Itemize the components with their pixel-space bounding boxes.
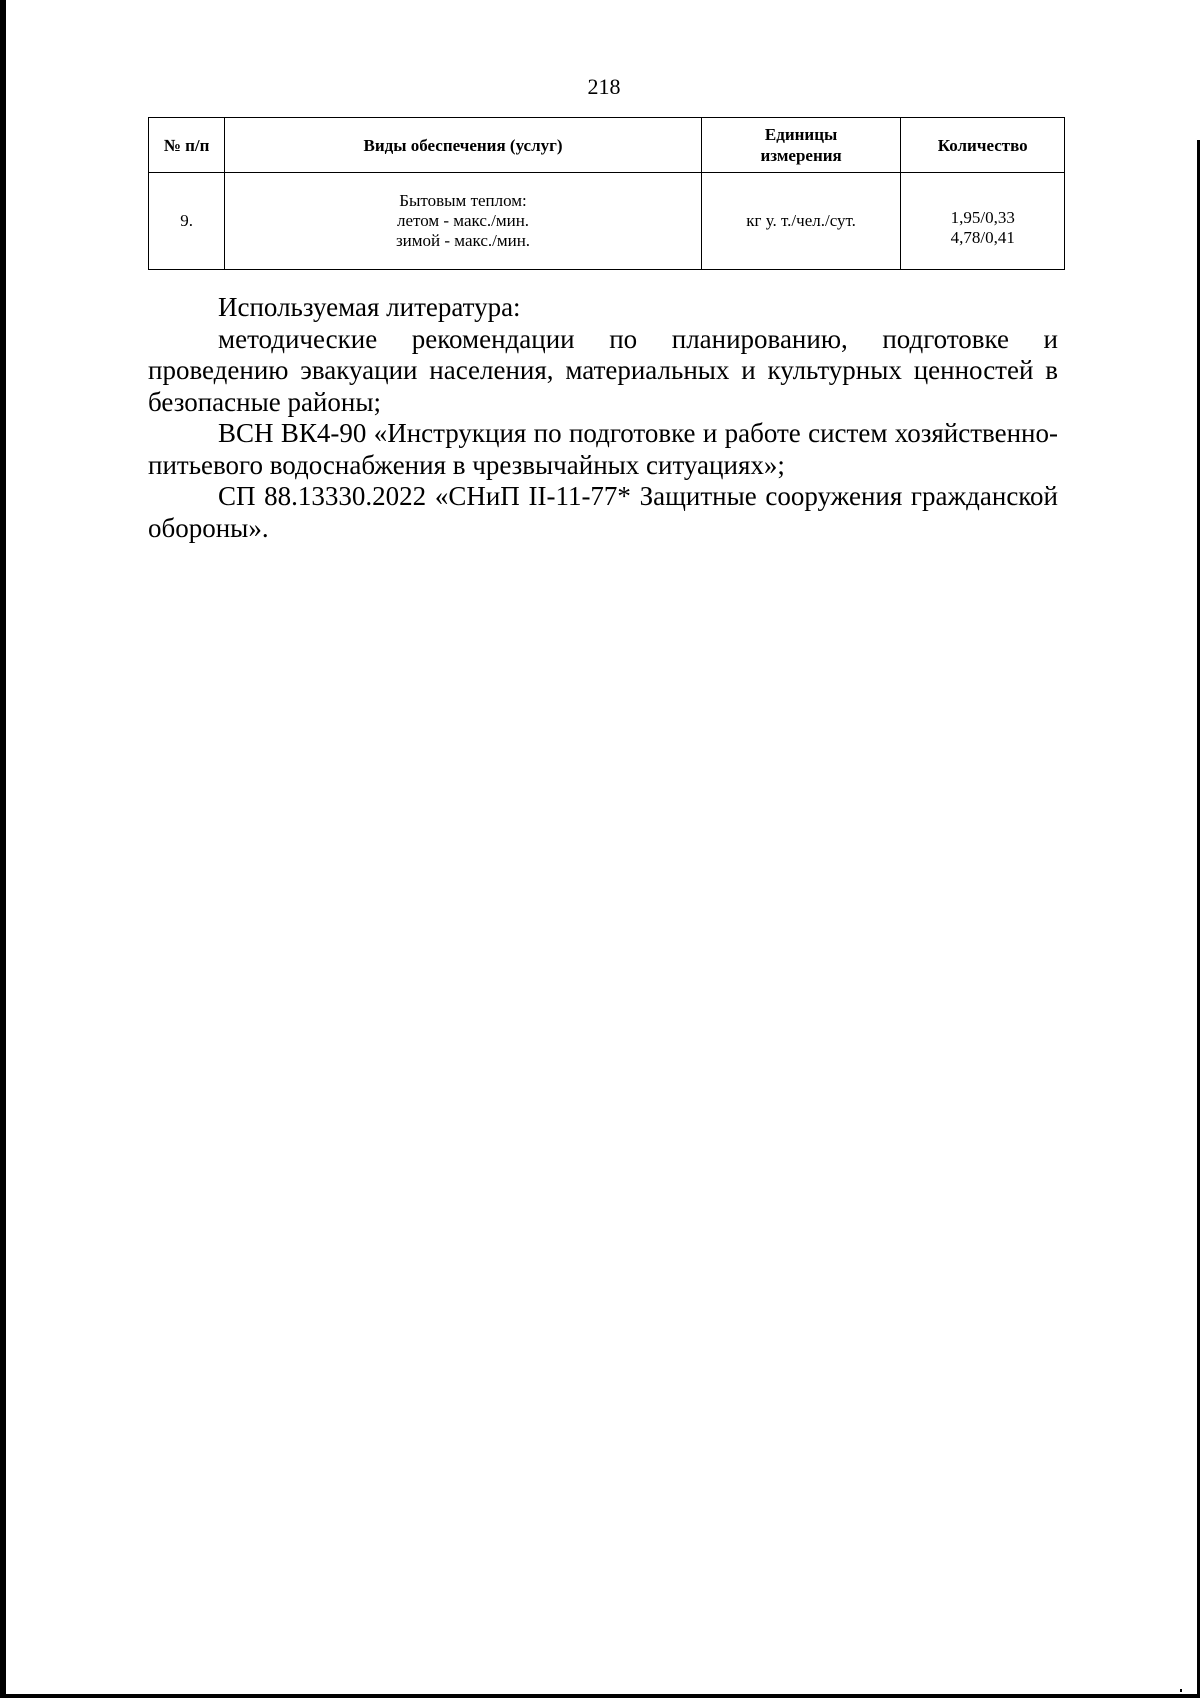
cell-kind-line: Бытовым теплом:: [399, 191, 527, 210]
cell-kind-line: зимой - макс./мин.: [395, 231, 531, 250]
page-number: 218: [587, 74, 621, 99]
header-qty: Количество: [901, 118, 1065, 173]
header-unit: [701, 118, 901, 173]
literature-item: методические рекомендации по планированию, подготовке и проведению эвакуации населения, материальных и культурных ценностей в безопасные районы;: [148, 323, 1058, 417]
cell-kind-line: летом - макс./мин.: [396, 211, 530, 230]
cell-qty-line: 4,78/0,41: [950, 228, 1015, 247]
cell-qty-line: 1,95/0,33: [950, 208, 1015, 227]
norms-table: [148, 117, 1065, 270]
literature-heading: Используемая литература:: [218, 292, 521, 322]
scan-edge-left: [0, 0, 6, 1698]
literature-section: [148, 292, 1058, 544]
literature-item: ВСН ВК4-90 «Инструкция по подготовке и работе систем хозяйственно-питьевого водоснабжения в чрезвычайных ситуациях»;: [148, 418, 1058, 480]
cell-num: 9.: [149, 173, 225, 270]
header-num: № п/п: [149, 118, 225, 173]
header-unit-line2: измерения: [760, 146, 842, 165]
cell-qty: [901, 173, 1065, 270]
scan-speck: [1180, 1689, 1182, 1692]
table-header-row: [149, 118, 1065, 173]
cell-kind: [225, 173, 702, 270]
table-row: [149, 173, 1065, 270]
scan-edge-bottom: [0, 1694, 1200, 1698]
header-unit-line1: Единицы: [764, 125, 838, 144]
literature-item: СП 88.13330.2022 «СНиП II-11-77* Защитные сооружения гражданской обороны».: [148, 481, 1058, 543]
cell-unit: кг у. т./чел./сут.: [701, 173, 901, 270]
header-kind: Виды обеспечения (услуг): [225, 118, 702, 173]
